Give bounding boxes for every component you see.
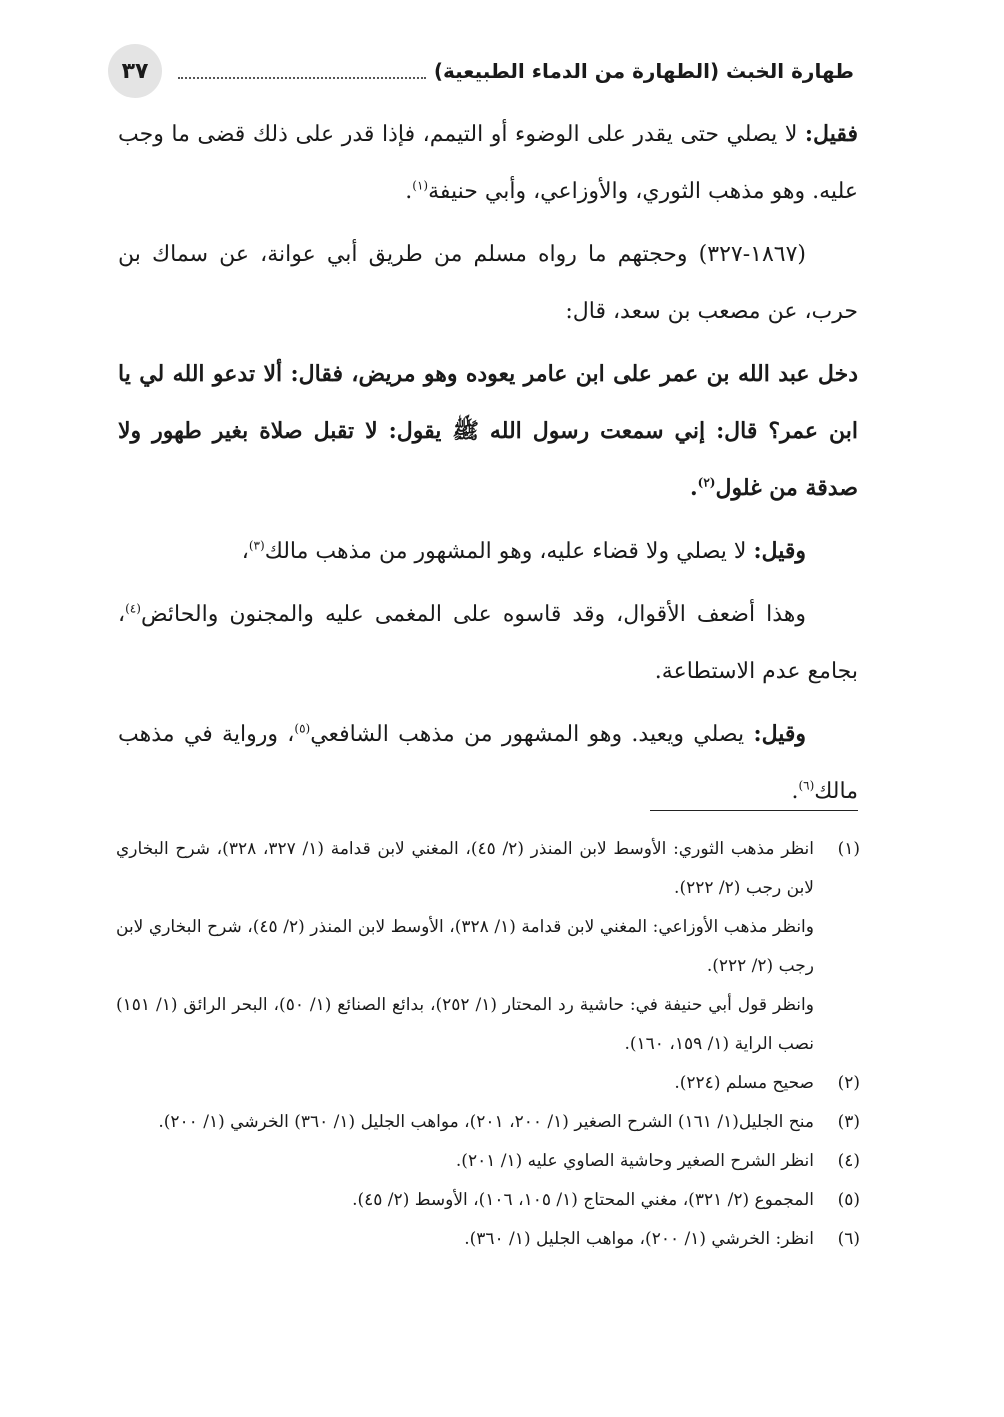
- footnote-text: انظر الشرح الصغير وحاشية الصاوي عليه (١/ ٢٠١).: [455, 1151, 814, 1171]
- footnote-number: (٥): [837, 1190, 860, 1210]
- page-number: ٣٧: [108, 44, 162, 98]
- paragraph-end: .: [791, 779, 799, 804]
- footnote-6: [116, 1220, 860, 1259]
- paragraph-6: [118, 706, 858, 820]
- opinion-lead: فقيل:: [804, 121, 858, 147]
- footnote-ref: (٢): [697, 475, 716, 490]
- paragraph-2: [118, 226, 858, 340]
- paragraph-5: [118, 586, 858, 700]
- paragraph-text: دخل عبد الله بن عمر على ابن عامر يعوده وهو مريض، فقال: ألا تدعو الله لي يا ابن عمر؟ قال: إني سمعت رسول الله ﷺ يقول: لا تقبل صلاة بغير طهور ولا صدقة من غلول: [118, 361, 858, 501]
- footnote-text: صحيح مسلم (٢٢٤).: [674, 1073, 814, 1093]
- paragraph-text: يصلي ويعيد. وهو المشهور من مذهب الشافعي: [310, 722, 754, 747]
- paragraph-4: [118, 523, 858, 580]
- footnote-text: منح الجليل(١/ ١٦١) الشرح الصغير (١/ ٢٠٠، ٢٠١)، مواهب الجليل (١/ ٣٦٠) الخرشي (١/ ٢٠٠).: [158, 1112, 814, 1132]
- footnote-1: [116, 830, 860, 908]
- footnote-number: (٣): [837, 1112, 860, 1132]
- header-title: طهارة الخبث (الطهارة من الدماء الطبيعية): [433, 59, 854, 83]
- footnotes: [116, 830, 860, 1259]
- paragraph-end: .: [689, 475, 698, 501]
- footnote-2: [116, 1064, 860, 1103]
- footnote-3: [116, 1103, 860, 1142]
- footnote-number: (٤): [837, 1151, 860, 1171]
- main-text: [118, 106, 858, 826]
- footnote-ref: (٤): [125, 601, 141, 616]
- paragraph-1: [118, 106, 858, 220]
- paragraph-end: .: [405, 179, 413, 204]
- opinion-lead: وقيل:: [753, 721, 807, 747]
- footnote-5: [116, 1181, 860, 1220]
- footnote-text: المجموع (٢/ ٣٢١)، مغني المحتاج (١/ ١٠٥، ١٠٦)، الأوسط (٢/ ٤٥).: [352, 1190, 814, 1210]
- footnote-text: انظر مذهب الثوري: الأوسط لابن المنذر (٢/ ٤٥)، المغني لابن قدامة (١/ ٣٢٧، ٣٢٨)، شرح البخاري لابن رجب (٢/ ٢٢٢).: [116, 839, 814, 898]
- paragraph-end: ،: [241, 539, 249, 564]
- header-dotted-leader: [178, 77, 426, 79]
- footnote-number: (١): [837, 839, 860, 859]
- footnote-ref: (٣): [248, 538, 265, 553]
- footnote-4: [116, 1142, 860, 1181]
- footnote-text: انظر: الخرشي (١/ ٢٠٠)، مواهب الجليل (١/ ٣٦٠).: [464, 1229, 814, 1249]
- footnote-number: (٢): [837, 1073, 860, 1093]
- footnote-ref: (٦): [798, 778, 815, 793]
- footnote-1-continuation: وانظر مذهب الأوزاعي: المغني لابن قدامة (١/ ٣٢٨)، الأوسط لابن المنذر (٢/ ٤٥)، شرح البخاري لابن رجب (٢/ ٢٢٢).: [116, 917, 814, 976]
- paragraph-text: ، ورواية في مذهب مالك: [118, 722, 858, 804]
- paragraph-text: (١٨٦٧-٣٢٧) وحجتهم ما رواه مسلم من طريق أبي عوانة، عن سماك بن حرب، عن مصعب بن سعد، قال:: [118, 242, 858, 324]
- paragraph-text: لا يصلي حتى يقدر على الوضوء أو التيمم، فإذا قدر على ذلك قضى ما وجب عليه. وهو مذهب الثوري، والأوزاعي، وأبي حنيفة: [118, 122, 858, 204]
- paragraph-text: وهذا أضعف الأقوال، وقد قاسوه على المغمى عليه والمجنون والحائض: [140, 602, 806, 627]
- paragraph-end: ، بجامع عدم الاستطاعة.: [118, 602, 858, 684]
- paragraph-text: لا يصلي ولا قضاء عليه، وهو المشهور من مذهب مالك: [264, 539, 754, 564]
- footnote-ref: (١): [412, 178, 429, 193]
- footnote-ref: (٥): [294, 721, 311, 736]
- hadith-text: [118, 346, 858, 517]
- footnote-1-continuation: وانظر قول أبي حنيفة في: حاشية رد المحتار (١/ ٢٥٢)، بدائع الصنائع (١/ ٥٠)، البحر الرائق (١/ ١٥١) نصب الراية (١/ ١٥٩، ١٦٠).: [116, 995, 814, 1054]
- opinion-lead: وقيل:: [753, 538, 806, 564]
- footnote-separator: [650, 810, 858, 811]
- footnote-number: (٦): [837, 1229, 860, 1249]
- running-header: [108, 42, 854, 100]
